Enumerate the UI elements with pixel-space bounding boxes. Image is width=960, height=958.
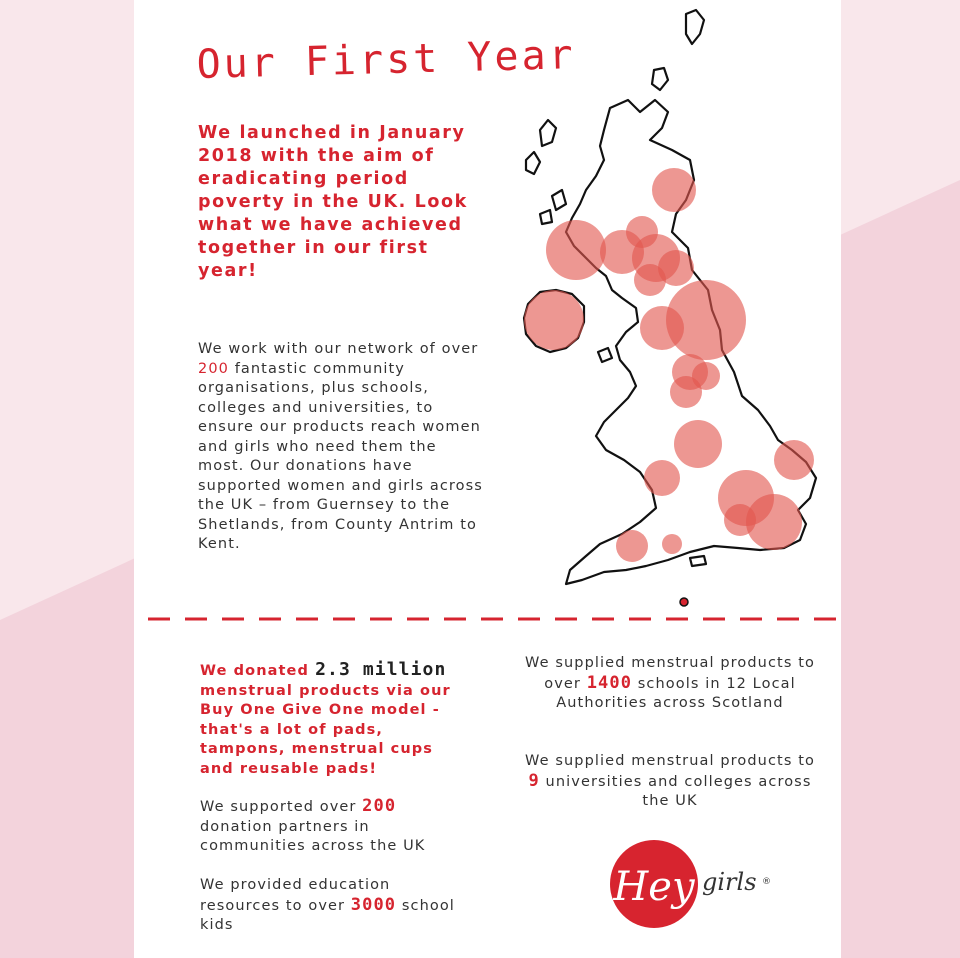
stat-products-donated [200,660,460,779]
stat-partners-pre: We supported over [200,799,363,815]
stat-uni-pre: We supplied menstrual products to [525,753,815,769]
hey-girls-logo [610,832,780,936]
stat-donated-pre: We donated [200,663,316,679]
stat-education-resources [200,876,460,936]
uk-map [520,0,840,610]
guernsey-marker [680,598,688,606]
stat-schools-number: 1400 [586,672,633,693]
stat-edu-number: 3000 [350,894,397,915]
stat-donated-number: 2.3 million [315,659,447,680]
logo-registered-mark: ® [762,877,771,887]
map-bubbles [524,168,814,562]
stat-partners-post: donation partners in communities across the UK [200,818,426,854]
stat-edu-post: school kids [200,897,455,933]
network-count: 200 [198,360,229,377]
stat-schools-pre: We supplied menstrual products to over [525,655,815,692]
stat-uni-number: 9 [528,770,540,791]
stat-universities-supplied [520,752,820,812]
logo-word: girls [702,868,757,896]
stat-partners-number: 200 [362,796,397,816]
dashed-divider [148,617,838,621]
network-description [198,340,488,555]
logo-script: Hey [613,864,695,910]
stat-donated-post: menstrual products via our Buy One Give One model - that's a lot of pads, tampons, menstrual cups and reusable pads! [200,682,451,777]
stat-schools-post: schools in 12 Local Authorities across Scotland [556,675,796,711]
stat-donation-partners [200,797,460,857]
intro-text: We launched in January 2018 with the aim of eradicating period poverty in the UK. Look what we have achieved together in our first year! [198,123,468,281]
network-text-part1: We work with our network of over [198,341,479,357]
poster-title: Our First Year [196,32,577,88]
stat-edu-pre: We provided education resources to over [200,877,391,914]
network-text-part2: fantastic community organisations, plus schools, colleges and universities, to ensure our products reach women and girls who need them the most. Our donations have supported women and girls across the UK – from Guernsey to the Shetlands, from County Antrim to Kent. [198,360,483,552]
stat-uni-post: universities and colleges across the UK [539,773,812,809]
stat-schools-supplied [520,654,820,714]
